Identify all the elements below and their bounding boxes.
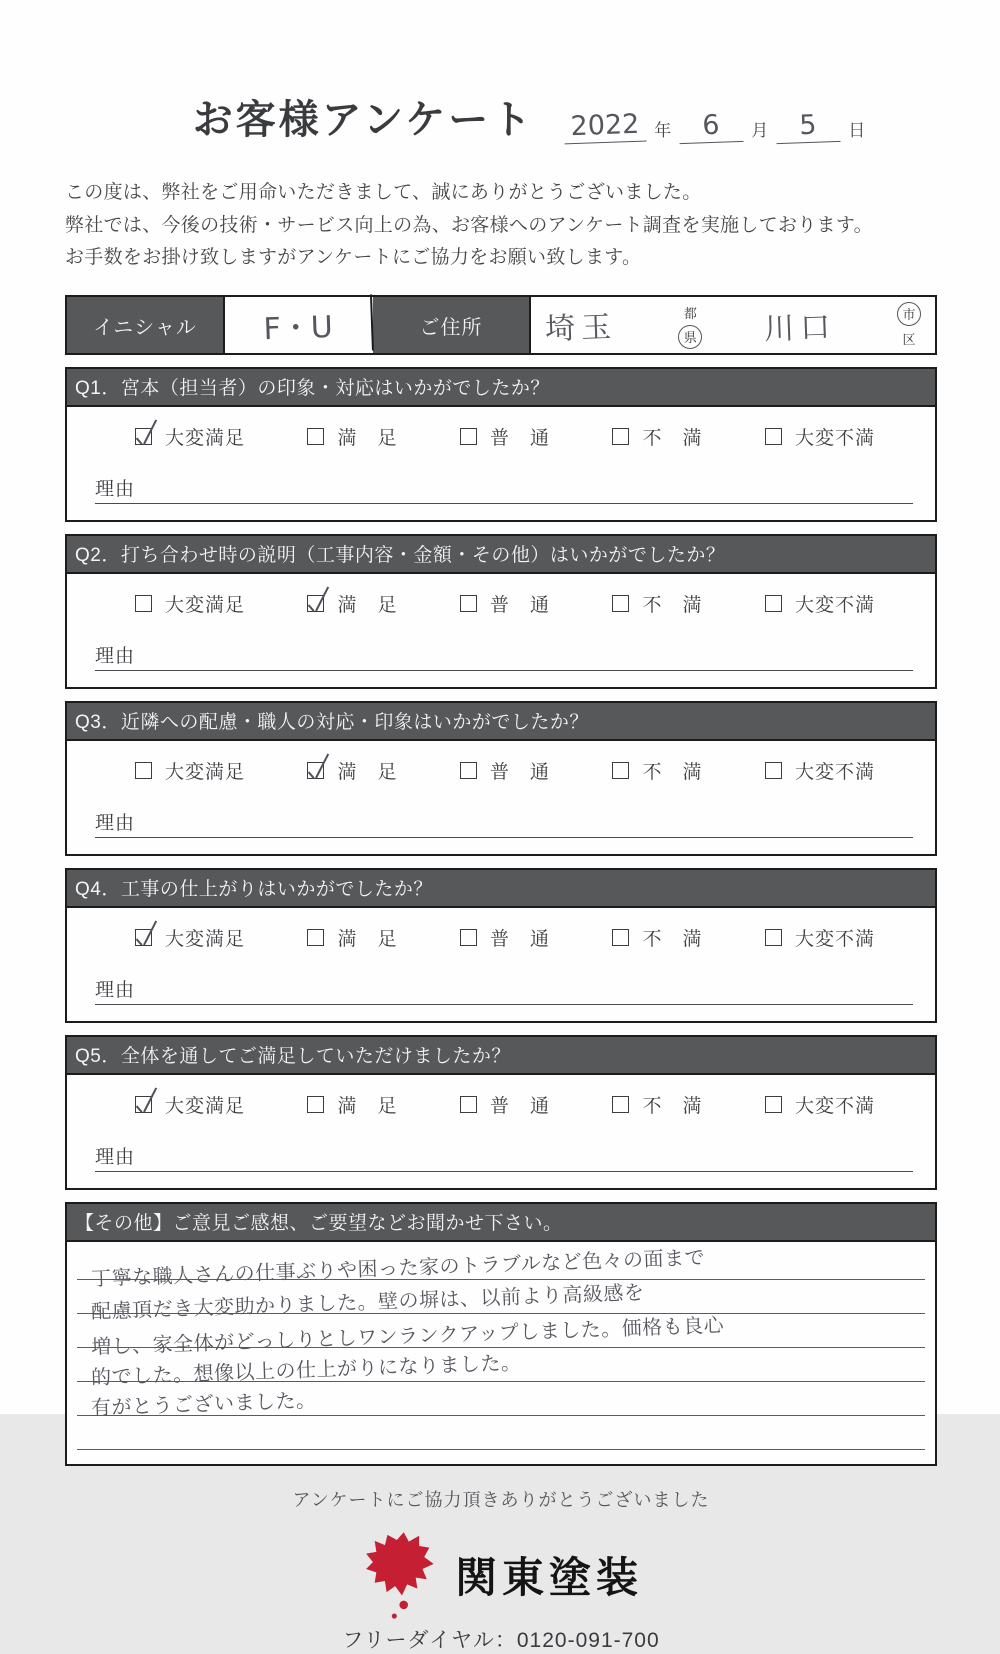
checkbox[interactable] [135,929,152,946]
reason-line[interactable] [95,808,913,838]
checkbox[interactable] [612,595,629,612]
option-label: 不 満 [642,590,702,617]
checkbox[interactable] [612,428,629,445]
option-neutral [460,590,550,617]
question-body-q2 [67,574,935,687]
option-label: 大変不満 [795,590,875,617]
options-row [67,423,935,450]
option-very-satisfied [135,590,245,617]
thanks-message: アンケートにご協力頂きありがとうございました [65,1486,937,1512]
option-label: 不 満 [642,757,702,784]
checkbox[interactable] [307,428,324,445]
reason-label: 理由 [95,1142,135,1171]
option-very-dissatisfied [765,757,875,784]
date-group [564,110,869,145]
checkbox[interactable] [307,762,324,779]
comment-area[interactable] [67,1242,935,1464]
comment-text: 丁寧な職人さんの仕事ぶりや困った家のトラブルなど色々の面まで [77,1246,706,1290]
suffix-to: 都 [681,302,700,323]
question-body-q3 [67,741,935,854]
comment-line-5[interactable] [77,1382,925,1416]
phone-number: フリーダイヤル：0120-091-700 [65,1624,937,1654]
reason-line[interactable] [95,1142,913,1172]
city-suffix [897,302,921,349]
option-label: 満 足 [337,590,397,617]
prefecture-value[interactable]: 埼玉 [544,302,617,348]
reason-line[interactable] [95,975,913,1005]
reason-line[interactable] [95,474,913,504]
option-satisfied [307,1091,397,1118]
reason-label: 理由 [95,975,135,1004]
intro-line-1: この度は、弊社をご用命いただきまして、誠にありがとうございました。 [65,177,937,210]
checkbox[interactable] [307,1096,324,1113]
question-title-q5: Q5．全体を通してご満足していただけましたか？ [67,1037,935,1075]
option-label: 不 満 [642,423,702,450]
option-dissatisfied [612,1091,702,1118]
checkbox[interactable] [135,1096,152,1113]
option-label: 不 満 [642,924,702,951]
intro-paragraph [65,177,937,275]
suffix-shi-circled: 市 [897,302,921,326]
option-label: 大変満足 [165,423,245,450]
option-label: 大変不満 [795,423,875,450]
reason-label: 理由 [95,474,135,503]
option-label: 普 通 [490,423,550,450]
suffix-ken-circled: 県 [678,325,702,349]
checkbox[interactable] [460,929,477,946]
option-very-satisfied [135,924,245,951]
options-row [67,1091,935,1118]
option-very-satisfied [135,1091,245,1118]
option-neutral [460,1091,550,1118]
company-name: 関東塗装 [455,1545,643,1605]
option-label: 満 足 [337,757,397,784]
option-neutral [460,423,550,450]
option-label: 大変不満 [795,924,875,951]
suffix-ku: 区 [899,328,918,349]
comment-text: 的でした。想像以上の仕上がりになりました。 [77,1351,522,1388]
title-row [125,88,937,145]
comment-text: 配慮頂だき大変助かりました。壁の塀は、以前より高級感を [77,1281,645,1323]
options-row [67,757,935,784]
question-section-q2 [65,534,937,689]
comment-line-1[interactable] [77,1246,925,1280]
respondent-row [65,295,937,355]
checkbox[interactable] [765,595,782,612]
option-very-dissatisfied [765,924,875,951]
date-year-unit: 年 [650,116,675,143]
address-value-field[interactable] [531,297,935,353]
option-label: 大変不満 [795,1091,875,1118]
reason-line[interactable] [95,641,913,671]
kanto-map-logo-icon [359,1528,445,1622]
option-label: 大変満足 [165,924,245,951]
options-row [67,924,935,951]
option-satisfied [307,423,397,450]
question-section-q1 [65,367,937,522]
intro-line-3: お手数をお掛け致しますがアンケートにご協力をお願い致します。 [65,242,937,275]
comment-line-6[interactable] [77,1416,925,1450]
option-label: 大変満足 [165,590,245,617]
checkbox[interactable] [765,1096,782,1113]
checkbox[interactable] [135,428,152,445]
date-day-unit: 日 [844,116,869,143]
option-neutral [460,757,550,784]
option-very-satisfied [135,423,245,450]
checkbox[interactable] [135,762,152,779]
option-label: 普 通 [490,1091,550,1118]
question-title-q1: Q1．宮本（担当者）の印象・対応はいかがでしたか？ [67,369,935,407]
checkbox[interactable] [460,595,477,612]
option-satisfied [307,590,397,617]
option-label: 普 通 [490,924,550,951]
option-dissatisfied [612,590,702,617]
checkbox[interactable] [765,428,782,445]
option-dissatisfied [612,423,702,450]
option-label: 大変満足 [165,1091,245,1118]
date-month-unit: 月 [747,116,772,143]
checkbox[interactable] [765,762,782,779]
prefecture-suffix [678,302,702,349]
intro-line-2: 弊社では、今後の技術・サービス向上の為、お客様へのアンケート調査を実施しております。 [65,210,937,243]
option-very-dissatisfied [765,423,875,450]
checkbox[interactable] [612,1096,629,1113]
question-section-q5 [65,1035,937,1190]
option-label: 満 足 [337,423,397,450]
checkbox[interactable] [765,929,782,946]
question-title-q2: Q2．打ち合わせ時の説明（工事内容・金額・その他）はいかがでしたか？ [67,536,935,574]
date-year-field[interactable]: 2022 [564,109,647,145]
date-day-field[interactable]: 5 [776,109,841,144]
initial-label: イニシャル [67,297,225,353]
question-body-q5 [67,1075,935,1188]
option-very-dissatisfied [765,1091,875,1118]
address-label: ご住所 [373,297,531,353]
company-brand [65,1528,937,1622]
question-body-q4 [67,908,935,1021]
option-label: 不 満 [642,1091,702,1118]
initial-value-field[interactable]: F・U [224,294,374,355]
question-title-q3: Q3．近隣への配慮・職人の対応・印象はいかがでしたか？ [67,703,935,741]
checkbox[interactable] [460,762,477,779]
option-label: 普 通 [490,757,550,784]
checkbox[interactable] [460,1096,477,1113]
other-header: 【その他】ご意見ご感想、ご要望などお聞かせ下さい。 [67,1204,935,1242]
checkbox[interactable] [307,595,324,612]
option-satisfied [307,924,397,951]
option-label: 普 通 [490,590,550,617]
option-satisfied [307,757,397,784]
checkbox[interactable] [612,929,629,946]
comment-text: 増し、家全体がどっしりとしワンランクアップしました。価格も良心 [77,1314,725,1359]
comment-text: 有がとうございました。 [77,1389,317,1419]
checkbox[interactable] [460,428,477,445]
city-value[interactable]: 川口 [763,302,836,348]
option-very-dissatisfied [765,590,875,617]
checkbox[interactable] [135,595,152,612]
option-very-satisfied [135,757,245,784]
option-label: 大変不満 [795,757,875,784]
question-section-q4 [65,868,937,1023]
question-title-q4: Q4．工事の仕上がりはいかがでしたか？ [67,870,935,908]
option-label: 大変満足 [165,757,245,784]
other-section [65,1202,937,1466]
reason-label: 理由 [95,808,135,837]
question-section-q3 [65,701,937,856]
date-month-field[interactable]: 6 [679,109,744,144]
page-title: お客様アンケート [193,88,535,145]
option-label: 満 足 [337,924,397,951]
option-neutral [460,924,550,951]
reason-label: 理由 [95,641,135,670]
question-body-q1 [67,407,935,520]
option-dissatisfied [612,757,702,784]
option-dissatisfied [612,924,702,951]
option-label: 満 足 [337,1091,397,1118]
checkbox[interactable] [307,929,324,946]
checkbox[interactable] [612,762,629,779]
options-row [67,590,935,617]
